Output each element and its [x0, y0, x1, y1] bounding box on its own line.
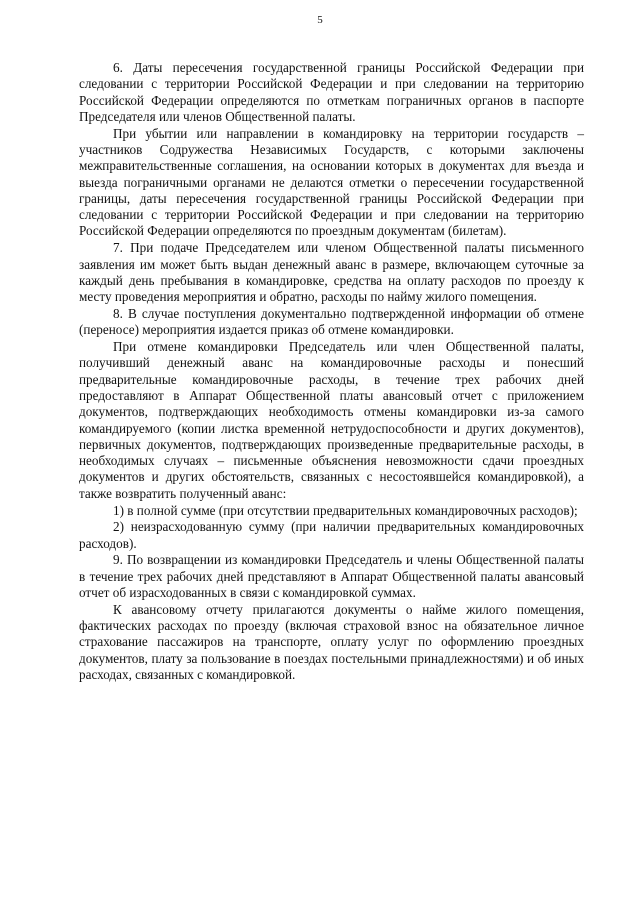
paragraph-cis-border: При убытии или направлении в командировку на территории государств – участников Содружества Независимых Государств, с которыми заключены межправительственные соглашения, на основании которых в документах для въезда и выезда пограничными органами не делаются отметки о пересечении государственной границы, даты пересечения государственной границы Российской Федерации при следовании с территории Российской Федерации и при следовании на территорию Российской Федерации определяются по проездным документам (билетам).: [79, 125, 584, 239]
page-number: 5: [317, 14, 323, 26]
paragraph-7: 7. При подаче Председателем или членом Общественной палаты письменного заявления им может быть выдан денежный аванс в размере, включающем суточные за каждый день пребывания в командировке, средства на оплату расходов по проезду к месту проведения мероприятия и обратно, расходы по найму жилого помещения.: [79, 240, 584, 305]
paragraph-cancellation: При отмене командировки Председатель или член Общественной палаты, получивший денежный аванс на командировочные расходы и понесший предварительные командировочные расходы, в течение трех рабочих дней предоставляют в Аппарат Общественной платы авансовый отчет с приложением документов, подтверждающих необходимость отмены командировки из-за самого командируемого (копии листка временной нетрудоспособности и других документов), первичных документов, подтверждающих произведенные предварительные расходы, в необходимых случаях – письменные объяснения невозможности сдачи проездных документов и других обстоятельств, связанных с несостоявшейся командировкой), а также возвратить полученный аванс:: [79, 339, 584, 501]
list-item-2: 2) неизрасходованную сумму (при наличии предварительных командировочных расходов).: [79, 519, 584, 551]
paragraph-8: 8. В случае поступления документально подтвержденной информации об отмене (переносе) мероприятия издается приказ об отмене командировки.: [79, 305, 584, 338]
document-body: [79, 60, 584, 683]
paragraph-6: 6. Даты пересечения государственной границы Российской Федерации при следовании с территории Российской Федерации и при следовании на территорию Российской Федерации определяются по отметкам пограничных органов в паспорте Председателя или членов Общественной палаты.: [79, 60, 584, 124]
list-item-1: 1) в полной сумме (при отсутствии предварительных командировочных расходов);: [113, 502, 578, 518]
paragraph-attachments: К авансовому отчету прилагаются документы о найме жилого помещения, фактических расходах по проезду (включая страховой взнос на обязательное личное страхование пассажиров на транспорте, оплату услуг по оформлению проездных документов, плату за пользование в поездах постельными принадлежностями) и об иных расходах, связанных с командировкой.: [79, 601, 584, 682]
paragraph-9: 9. По возвращении из командировки Председатель и члены Общественной палаты в течение трех рабочих дней представляют в Аппарат Общественной палаты авансовый отчет об израсходованных в связи с командировкой суммах.: [79, 552, 584, 600]
